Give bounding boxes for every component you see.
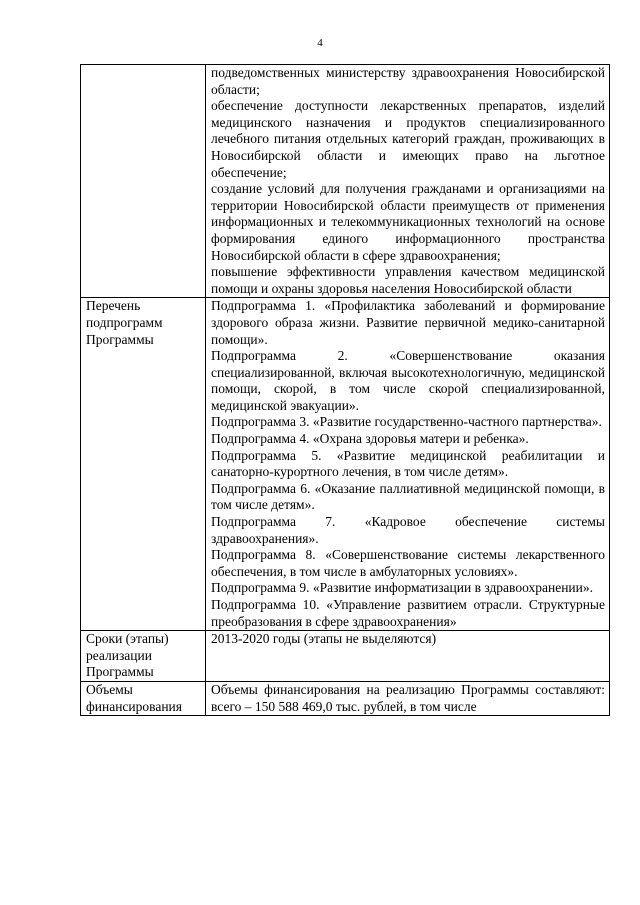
program-passport-table xyxy=(80,64,610,716)
row-label-line: реализации xyxy=(86,647,152,663)
table-row xyxy=(81,65,610,298)
row-label-line: финансирования xyxy=(86,698,182,714)
row-label-cell xyxy=(81,65,206,298)
row-label-cell xyxy=(81,631,206,682)
subprogram-paragraph: Подпрограмма 7. «Кадровое обеспечение системы здравоохранения». xyxy=(211,514,605,546)
row-label-line: Программы xyxy=(86,331,154,347)
row-label-cell xyxy=(81,681,206,715)
row-content-cell xyxy=(206,631,610,682)
row-label-line: подпрограмм xyxy=(86,314,163,330)
row-content-cell xyxy=(206,65,610,298)
subprogram-paragraph: Подпрограмма 6. «Оказание паллиативной медицинской помощи, в том числе детям». xyxy=(211,480,605,513)
timeframe-paragraph: 2013-2020 годы (этапы не выделяются) xyxy=(211,631,437,647)
task-paragraph: обеспечение доступности лекарственных препаратов, изделий медицинского назначения и продуктов специализированного лечебного питания отдельных категорий граждан, проживающих в Новосибирской области и имеющих право на льготное обеспечение; xyxy=(211,98,605,180)
subprogram-paragraph: Подпрограмма 1. «Профилактика заболеваний и формирование здорового образа жизни. Развитие первичной медико-санитарной помощи». xyxy=(211,298,605,347)
task-paragraph: повышение эффективности управления качеством медицинской помощи и охраны здоровья населения Новосибирской области xyxy=(211,264,605,296)
subprogram-paragraph: Подпрограмма 8. «Совершенствование системы лекарственного обеспечения, в том числе в амбулаторных условиях». xyxy=(211,547,605,579)
row-label-line: Объемы xyxy=(86,681,133,697)
task-paragraph: подведомственных министерству здравоохранения Новосибирской области; xyxy=(211,65,605,97)
subprogram-paragraph: Подпрограмма 9. «Развитие информатизации в здравоохранении». xyxy=(211,580,594,596)
row-content-cell xyxy=(206,681,610,715)
row-label-cell xyxy=(81,298,206,631)
subprogram-paragraph: Подпрограмма 4. «Охрана здоровья матери и ребенка». xyxy=(211,431,529,447)
table-row xyxy=(81,298,610,631)
row-label-line: Сроки (этапы) xyxy=(86,631,169,647)
row-label-line: Перечень xyxy=(86,298,141,314)
subprogram-paragraph: Подпрограмма 3. «Развитие государственно-частного партнерства». xyxy=(211,414,602,430)
table-row xyxy=(81,631,610,682)
row-label-line: Программы xyxy=(86,664,154,680)
row-content-cell xyxy=(206,298,610,631)
subprogram-paragraph: Подпрограмма 5. «Развитие медицинской реабилитации и санаторно-курортного лечения, в том числе детям». xyxy=(211,447,605,480)
task-paragraph: создание условий для получения гражданами и организациями на территории Новосибирской области преимуществ от применения информационных и телекоммуникационных технологий на основе формирования единого информационного пространства Новосибирской области в сфере здравоохранения; xyxy=(211,181,605,263)
funding-paragraph: Объемы финансирования на реализацию Программы составляют: всего – 150 588 469,0 тыс. рублей, в том числе xyxy=(211,681,605,714)
page-number: 4 xyxy=(317,37,323,49)
subprogram-paragraph: Подпрограмма 2. «Совершенствование оказания специализированной, включая высокотехнологичную, медицинской помощи, скорой, в том числе скорой специализированной, медицинской эвакуации». xyxy=(211,348,605,413)
table-row xyxy=(81,681,610,715)
subprogram-paragraph: Подпрограмма 10. «Управление развитием отрасли. Структурные преобразования в сфере здравоохранения» xyxy=(211,597,605,629)
